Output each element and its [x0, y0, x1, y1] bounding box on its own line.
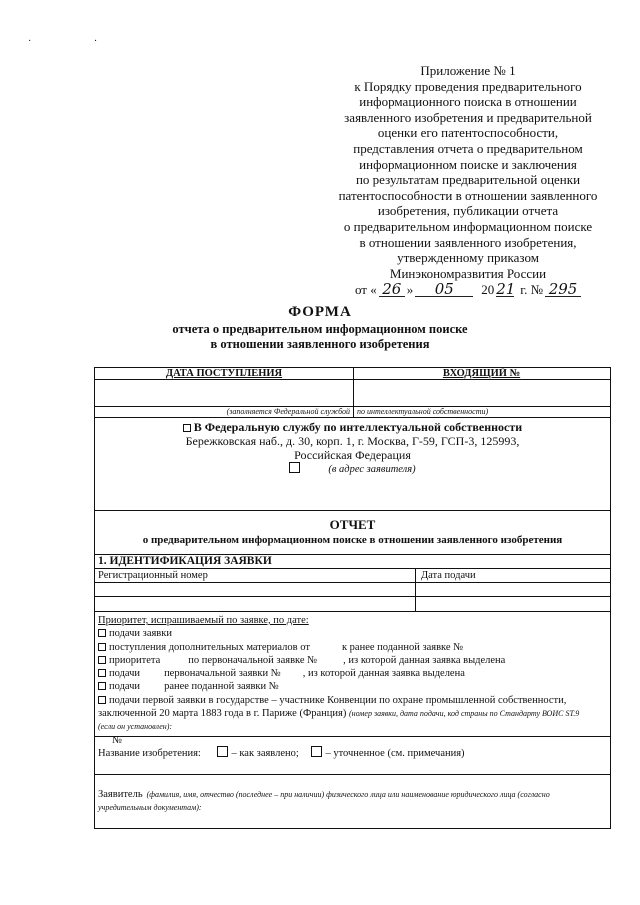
- priority-row-5: подачи ранее поданной заявки №: [98, 680, 608, 693]
- order-number: 295: [545, 282, 581, 297]
- header-line: патентоспособности в отношении заявленного: [338, 187, 598, 203]
- header-line: оценки его патентоспособности,: [377, 125, 559, 141]
- as-filed-label: – как заявлено;: [231, 748, 299, 759]
- filing-date-field-2[interactable]: [418, 597, 608, 609]
- date-received-header: ДАТА ПОСТУПЛЕНИЯ: [165, 368, 283, 379]
- header-line: Минэкономразвития России: [389, 265, 547, 281]
- applicant-block: [98, 787, 608, 813]
- priority-checkbox-1[interactable]: [98, 629, 106, 637]
- priority-row-1: подачи заявки: [98, 627, 608, 640]
- form-subtitle: [0, 322, 640, 352]
- as-filed-checkbox[interactable]: [217, 746, 228, 757]
- incoming-number-header: ВХОДЯЩИЙ №: [442, 368, 521, 379]
- form-title: ФОРМА: [288, 304, 352, 320]
- address-title: В Федеральную службу по интеллектуальной собственности: [193, 420, 523, 434]
- header-line: изобретения, публикации отчета: [377, 203, 559, 219]
- filled-by-note-right: по интеллектуальной собственности): [357, 407, 489, 416]
- report-subtitle: о предварительном информационном поиске в отношении заявленного изобретения: [142, 534, 563, 546]
- order-date-line: [330, 282, 606, 298]
- form-subtitle-line2: в отношении заявленного изобретения: [210, 337, 430, 351]
- to-applicant-row: [95, 462, 610, 477]
- priority-title: Приоритет, испрашиваемый по заявке, по дате:: [98, 615, 309, 626]
- header-line: о предварительном информационном поиске: [343, 218, 593, 234]
- appendix-number: Приложение № 1: [420, 63, 516, 78]
- page-bottom-edge: [0, 892, 640, 905]
- order-year: 21: [496, 280, 516, 299]
- date-received-field[interactable]: [97, 381, 351, 405]
- report-title: ОТЧЕТ: [329, 517, 376, 532]
- invention-name-label: Название изобретения:: [98, 748, 201, 759]
- order-day: 26: [379, 282, 405, 297]
- header-line: представления отчета о предварительном: [353, 140, 583, 156]
- priority-checkbox-6[interactable]: [98, 696, 106, 704]
- header-line: к Порядку проведения предварительного: [354, 78, 582, 94]
- form-subtitle-line1: отчета о предварительном информационном поиске: [172, 322, 468, 336]
- filing-date-field[interactable]: [418, 583, 608, 595]
- report-form: [94, 367, 611, 829]
- close-quote: »: [406, 282, 414, 298]
- priority-row-6: подачи первой заявки в государстве – участнике Конвенции по охране промышленной собственности,: [98, 694, 608, 707]
- appendix-header: [330, 63, 606, 298]
- header-line: в отношении заявленного изобретения,: [359, 234, 577, 250]
- from-label: от «: [354, 282, 377, 298]
- filled-by-note-left: (заполняется Федеральной службой: [226, 407, 350, 416]
- filing-date-label: Дата подачи: [421, 570, 476, 581]
- header-line: заявленного изобретения и предварительной: [344, 109, 592, 125]
- header-line: информационном поиске и заключения: [359, 156, 577, 172]
- priority-row-3: приоритета по первоначальной заявке № , из которой данная заявка выделена: [98, 654, 608, 667]
- applicant-field[interactable]: [98, 811, 608, 827]
- invention-name-row: [98, 746, 465, 760]
- priority-number: №: [112, 734, 123, 746]
- to-applicant-checkbox[interactable]: [289, 462, 300, 473]
- priority-checkbox-2[interactable]: [98, 643, 106, 651]
- address-line2: Российская Федерация: [294, 448, 411, 462]
- header-line: утвержденному приказом: [397, 250, 539, 266]
- refined-checkbox[interactable]: [311, 746, 322, 757]
- priority-checkbox-4[interactable]: [98, 669, 106, 677]
- address-line1: Бережковская наб., д. 30, корп. 1, г. Москва, Г-59, ГСП-3, 125993,: [185, 434, 520, 448]
- priority-row-6-cont: заключенной 20 марта 1883 года в г. Париже (Франция) (номер заявки, дата подачи, код страны по Стандарту ВОИС ST.9: [98, 708, 580, 720]
- applicant-note-2: учредительным документам):: [98, 803, 202, 812]
- reg-number-field-2[interactable]: [97, 597, 413, 609]
- priority-block: [98, 614, 608, 747]
- to-applicant-label: (в адрес заявителя): [328, 464, 416, 475]
- priority-row-2: поступления дополнительных материалов от к ранее поданной заявке №: [98, 641, 608, 654]
- address-checkbox[interactable]: [183, 424, 191, 432]
- refined-label: – уточненное (см. примечания): [325, 748, 465, 759]
- priority-row-6-note: (если он установлен):: [98, 722, 173, 732]
- scan-marks: · ·: [28, 36, 128, 47]
- address-title-row: [95, 420, 610, 434]
- header-line: по результатам предварительной оценки: [355, 172, 581, 188]
- reg-number-field[interactable]: [97, 583, 413, 595]
- incoming-number-field[interactable]: [356, 381, 608, 405]
- priority-checkbox-3[interactable]: [98, 656, 106, 664]
- applicant-note: (фамилия, имя, отчество (последнее – при наличии) физического лица или наименование юридического лица (согласно: [146, 790, 550, 799]
- priority-row-4: подачи первоначальной заявки № , из которой данная заявка выделена: [98, 667, 608, 680]
- number-label: г. №: [520, 282, 544, 298]
- priority-checkbox-5[interactable]: [98, 682, 106, 690]
- header-line: информационного поиска в отношении: [359, 94, 577, 110]
- reg-number-label: Регистрационный номер: [98, 570, 208, 581]
- year-prefix: 20: [481, 282, 495, 298]
- applicant-label: Заявитель: [98, 789, 143, 800]
- section1-title: 1. ИДЕНТИФИКАЦИЯ ЗАЯВКИ: [98, 555, 272, 567]
- address-block: [95, 420, 610, 477]
- order-month: 05: [415, 282, 473, 297]
